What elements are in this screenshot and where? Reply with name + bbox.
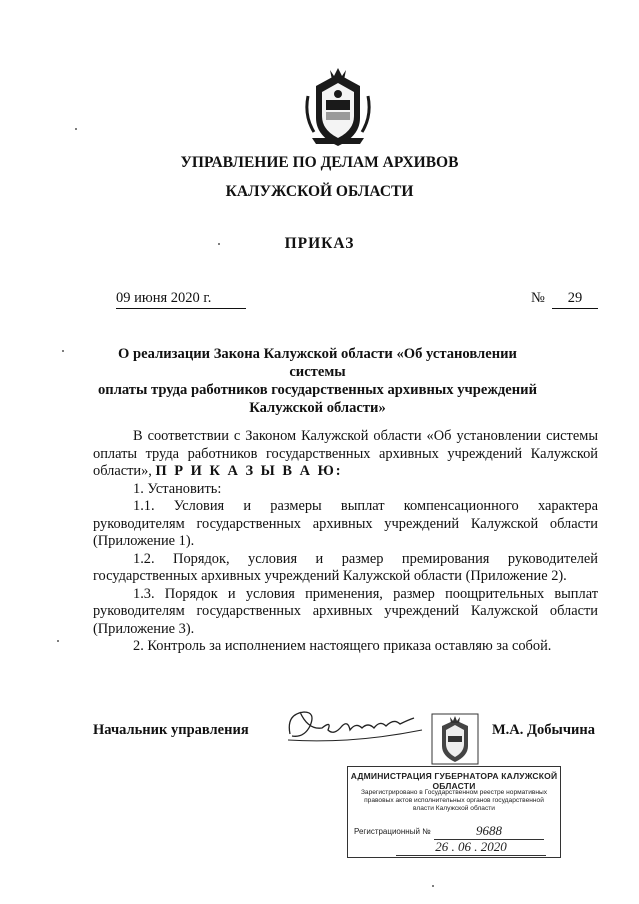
handwritten-signature bbox=[282, 700, 432, 750]
document-subject bbox=[90, 345, 545, 417]
scan-speck bbox=[62, 350, 64, 352]
item-1-2: 1.2. Порядок, условия и размер премирования руководителей государственных архивных учреждений Калужской области (Приложение 2). bbox=[93, 550, 598, 584]
document-body bbox=[93, 428, 598, 656]
document-number: 29 bbox=[552, 290, 598, 309]
order-keyword: П Р И К А З Ы В А Ю: bbox=[155, 463, 343, 479]
scan-speck bbox=[75, 128, 77, 130]
document-type: ПРИКАЗ bbox=[284, 235, 355, 252]
item-1-3: 1.3. Порядок и условия применения, размер поощрительных выплат руководителям государственных архивных учреждений Калужской области (Приложение 3). bbox=[93, 585, 598, 637]
item-1-1: 1.1. Условия и размеры выплат компенсационного характера руководителям государственных архивных учреждений Калужской области (Приложение 1). bbox=[93, 498, 598, 549]
scan-speck bbox=[218, 243, 220, 245]
stamp-registration-number: 9688 bbox=[434, 823, 544, 840]
org-name-line2: КАЛУЖСКОЙ ОБЛАСТИ bbox=[225, 183, 414, 200]
number-label: № bbox=[531, 290, 545, 306]
stamp-registration-label: Регистрационный № bbox=[354, 827, 431, 836]
item-1: 1. Установить: bbox=[133, 480, 222, 497]
subject-line: Калужской области» bbox=[249, 400, 386, 416]
stamp-header: АДМИНИСТРАЦИЯ ГУБЕРНАТОРА КАЛУЖСКОЙ ОБЛАСТИ bbox=[350, 771, 558, 791]
stamp-coat-of-arms-icon bbox=[430, 712, 480, 766]
intro-text: В соответствии с Законом Калужской области «Об установлении системы оплаты труда работников государственных архивных учреждений Калужской области», bbox=[93, 428, 598, 479]
document-date: 09 июня 2020 г. bbox=[116, 290, 246, 309]
org-name-line1: УПРАВЛЕНИЕ ПО ДЕЛАМ АРХИВОВ bbox=[180, 154, 459, 171]
registration-stamp bbox=[347, 766, 561, 858]
stamp-registration-date: 26 . 06 . 2020 bbox=[396, 839, 546, 856]
coat-of-arms-icon bbox=[302, 66, 374, 150]
scan-speck bbox=[57, 640, 59, 642]
signatory-title: Начальник управления bbox=[93, 722, 249, 738]
stamp-text: Зарегистрировано в Государственном реестре нормативных правовых актов исполнительных органов государственной власти Калужской области bbox=[360, 789, 548, 813]
scan-speck bbox=[432, 885, 434, 887]
signatory-name: М.А. Добычина bbox=[492, 722, 595, 738]
intro-paragraph bbox=[93, 428, 598, 481]
subject-line: О реализации Закона Калужской области «Об установлении системы bbox=[118, 346, 517, 380]
subject-line: оплаты труда работников государственных архивных учреждений bbox=[97, 382, 537, 398]
item-2: 2. Контроль за исполнением настоящего приказа оставляю за собой. bbox=[133, 638, 552, 654]
